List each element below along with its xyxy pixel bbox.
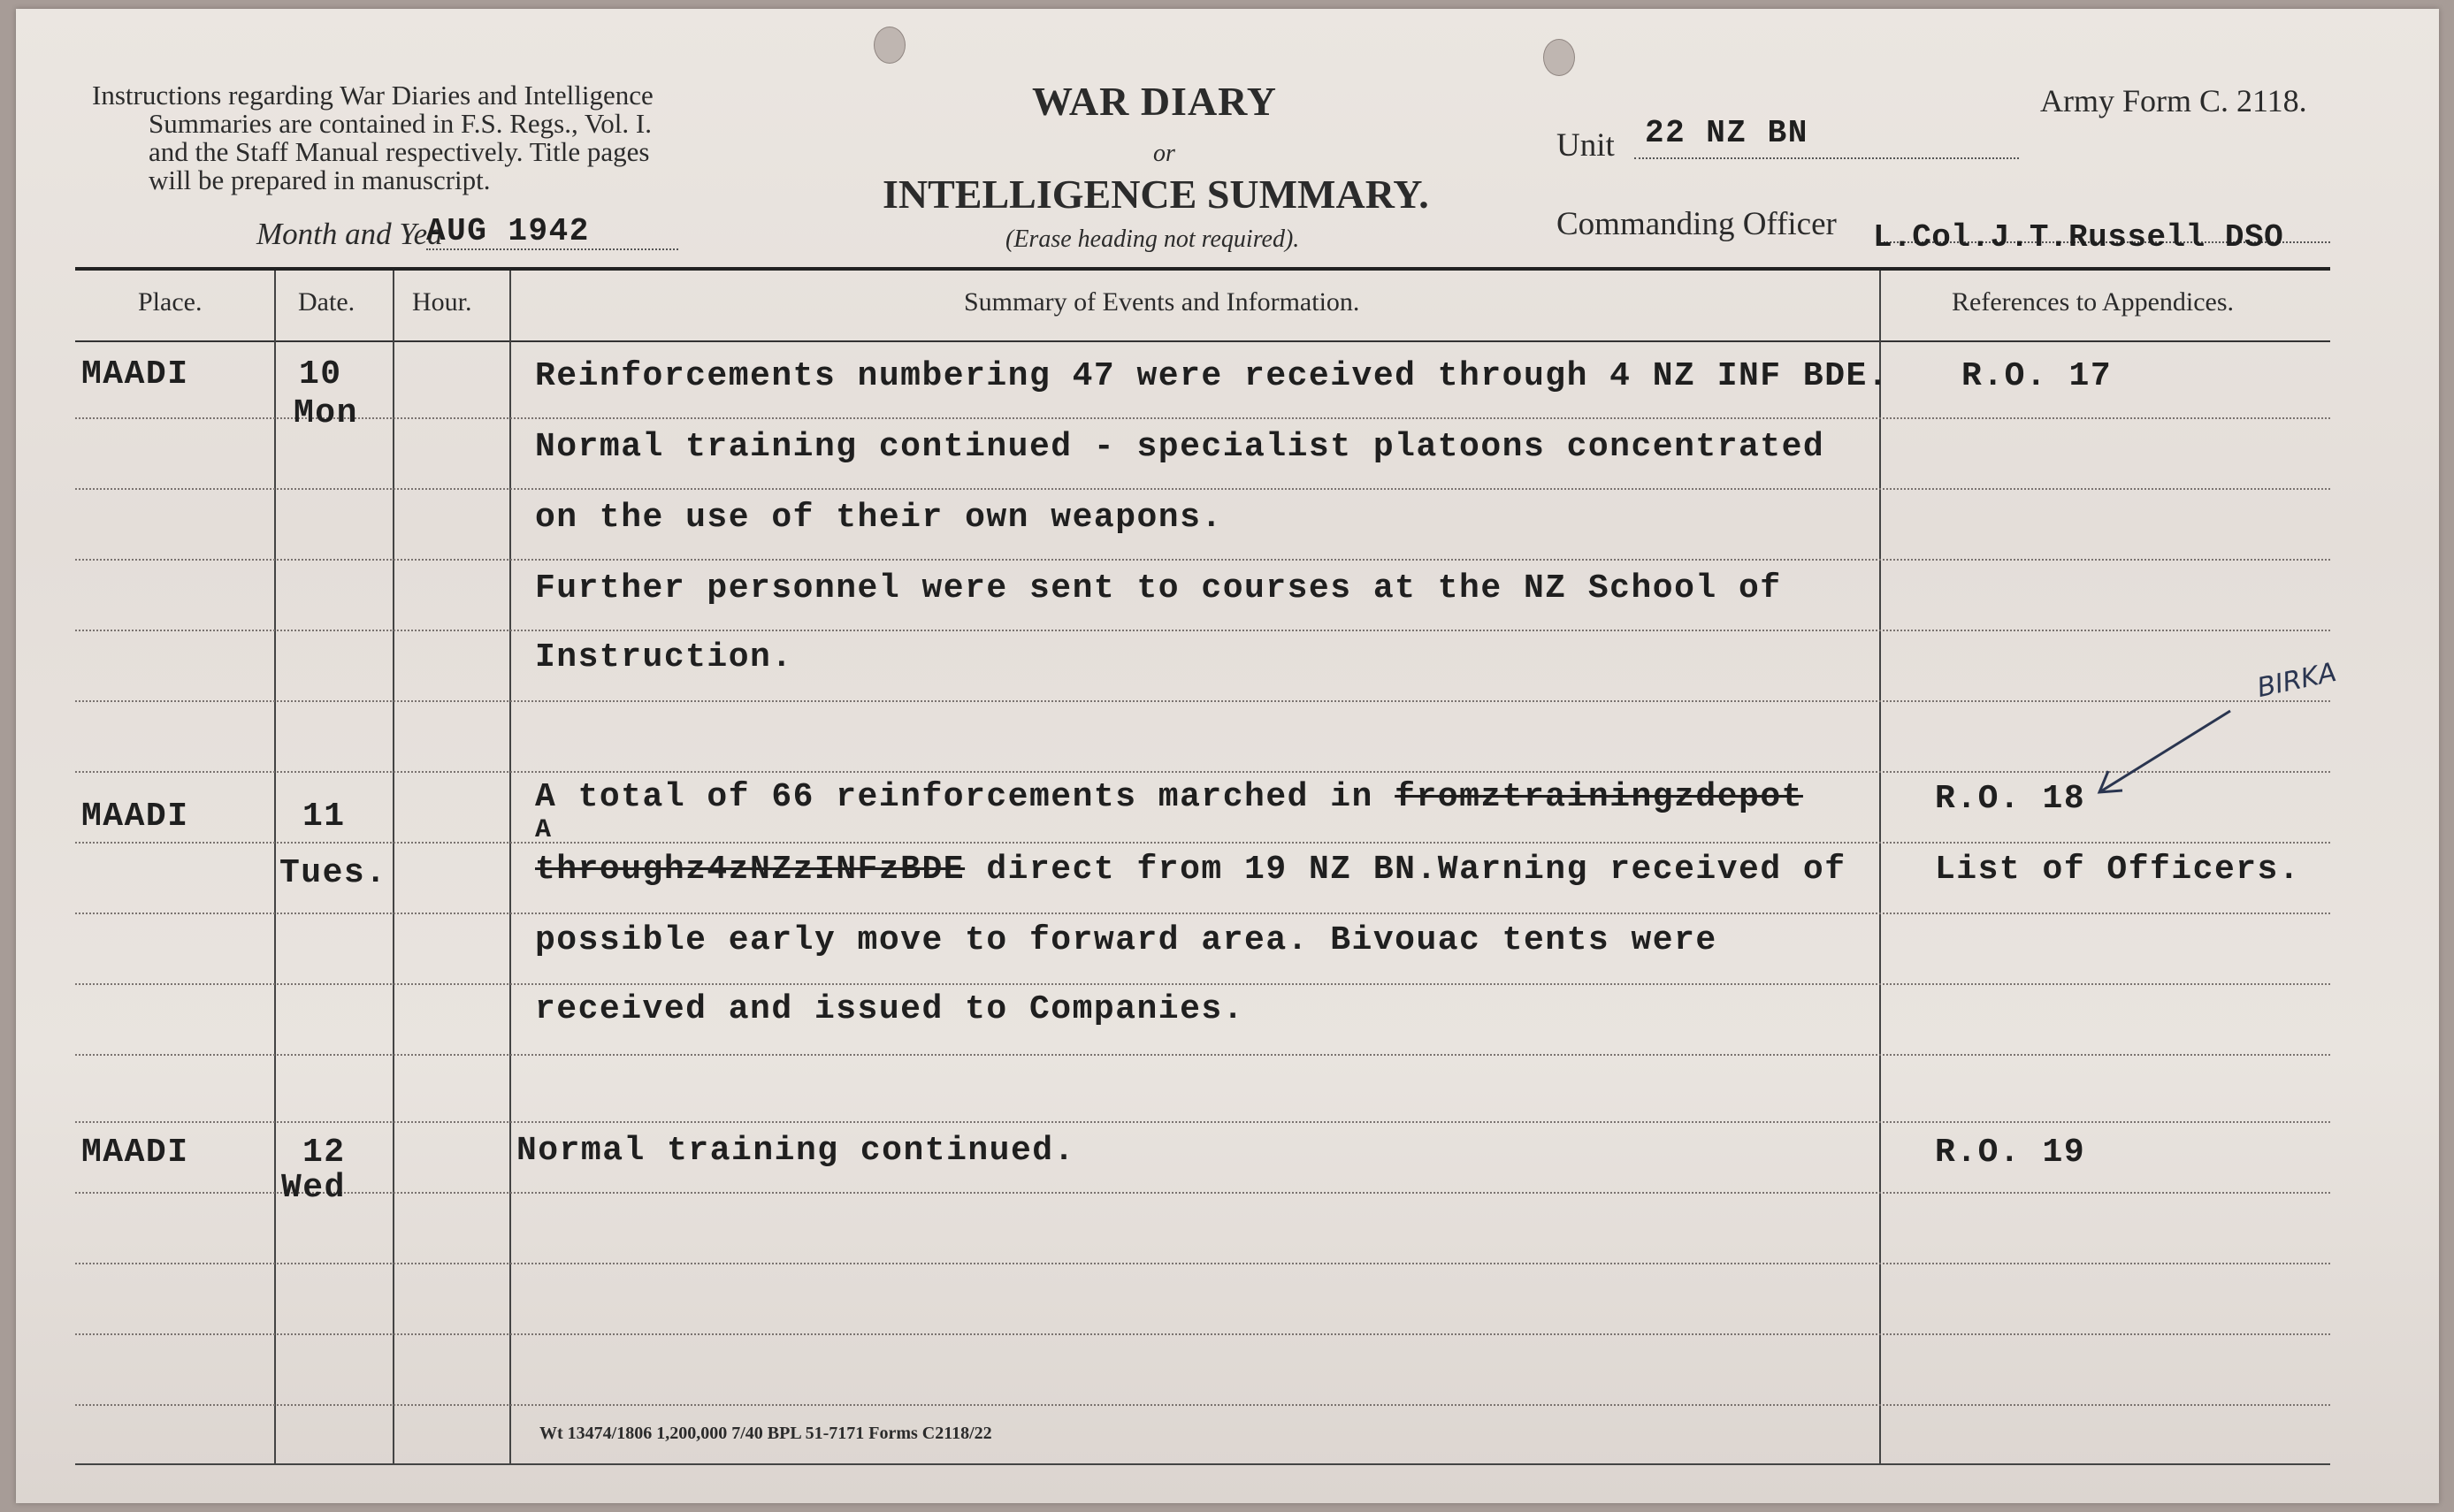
instructions-line: and the Staff Manual respectively. Title pages [149, 136, 650, 167]
summary-text: A total of 66 reinforcements marched in [535, 778, 1395, 816]
unit-label: Unit [1556, 127, 1615, 164]
table-bottom-rule [75, 1463, 2330, 1465]
entry-reference-officers: List of Officers. [1935, 851, 2301, 889]
instructions-line: will be prepared in manuscript. [149, 164, 491, 195]
insertion-caret: A [535, 815, 553, 845]
punch-hole [1543, 39, 1575, 76]
ruling-line [75, 700, 2330, 702]
entry-day: Mon [294, 394, 358, 432]
column-divider [274, 271, 276, 1463]
ruling-line [75, 630, 2330, 631]
column-header-date: Date. [298, 287, 355, 317]
ruling-line [75, 1263, 2330, 1264]
entry-place: MAADI [81, 355, 189, 393]
column-header-summary: Summary of Events and Information. [964, 287, 1360, 317]
entry-summary-line [535, 851, 1846, 889]
erase-heading-note: (Erase heading not required). [1005, 225, 1300, 253]
ruling-line [75, 1404, 2330, 1406]
ruling-line [75, 983, 2330, 985]
arrow-icon [2087, 707, 2237, 805]
column-header-place: Place. [138, 287, 203, 317]
entry-day: Wed [281, 1169, 346, 1207]
ruling-line [75, 559, 2330, 561]
ruling-line [75, 1121, 2330, 1123]
entry-summary-line [535, 778, 1803, 816]
handwritten-note: BIRKA [2254, 656, 2340, 705]
struck-out-text: fromztrainingzdepot [1395, 778, 1803, 816]
title-or: or [1153, 140, 1175, 167]
unit-dotted-line [1634, 157, 2019, 159]
column-divider [393, 271, 394, 1463]
form-number: Army Form C. 2118. [2040, 83, 2307, 118]
entry-summary-line: Further personnel were sent to courses at the NZ School of [535, 569, 1782, 607]
title-intelligence-summary: INTELLIGENCE SUMMARY. [883, 172, 1429, 217]
entry-reference: R.O. 17 [1961, 357, 2113, 395]
header-rule [75, 267, 2330, 271]
entry-day: Tues. [279, 854, 387, 892]
entry-date: 11 [302, 798, 346, 836]
instructions-line: Summaries are contained in F.S. Regs., Vol. I. [149, 108, 652, 139]
entry-summary-line: on the use of their own weapons. [535, 499, 1223, 537]
commanding-officer-label: Commanding Officer [1556, 206, 1837, 242]
ruling-line [75, 417, 2330, 419]
month-year-label: Month and Yea [256, 217, 443, 251]
summary-text: direct from 19 NZ BN.Warning received of [965, 851, 1846, 889]
ruling-line [75, 913, 2330, 914]
ruling-line [75, 1054, 2330, 1056]
instructions-block [92, 81, 654, 195]
struck-out-text: throughz4zNZzINFzBDE [535, 851, 966, 889]
unit-value: 22 NZ BN [1645, 115, 1808, 151]
entry-summary-line: Reinforcements numbering 47 were received through 4 NZ INF BDE. [535, 357, 1890, 395]
ruling-line [75, 771, 2330, 773]
ruling-line [75, 842, 2330, 844]
entry-summary-line: Normal training continued. [516, 1132, 1075, 1170]
instructions-line: Instructions regarding War Diaries and Intelligence [92, 80, 654, 111]
entry-summary-line: possible early move to forward area. Bivouac tents were [535, 921, 1717, 959]
column-header-hour: Hour. [412, 287, 472, 317]
ruling-line [75, 1192, 2330, 1194]
column-header-references: References to Appendices. [1952, 287, 2235, 317]
entry-place: MAADI [81, 798, 189, 836]
entry-date: 10 [299, 355, 342, 393]
entry-summary-line: Instruction. [535, 638, 793, 676]
entry-place: MAADI [81, 1134, 189, 1172]
column-header-rule [75, 340, 2330, 342]
title-war-diary: WAR DIARY [1032, 79, 1278, 124]
entry-summary-line: Normal training continued - specialist platoons concentrated [535, 428, 1825, 466]
print-code-footer: Wt 13474/1806 1,200,000 7/40 BPL 51-7171 Forms C2118/22 [539, 1424, 992, 1443]
month-year-value: AUG 1942 [426, 213, 590, 249]
entry-date: 12 [302, 1134, 346, 1172]
entry-summary-line: received and issued to Companies. [535, 990, 1245, 1028]
column-divider [1879, 271, 1881, 1463]
entry-reference: R.O. 18 [1935, 780, 2086, 818]
commanding-officer-value: L.Col.J.T.Russell DSO [1873, 219, 2284, 256]
punch-hole [874, 27, 906, 64]
entry-reference: R.O. 19 [1935, 1134, 2086, 1172]
column-divider [509, 271, 511, 1463]
ruling-line [75, 1333, 2330, 1335]
ruling-line [75, 488, 2330, 490]
